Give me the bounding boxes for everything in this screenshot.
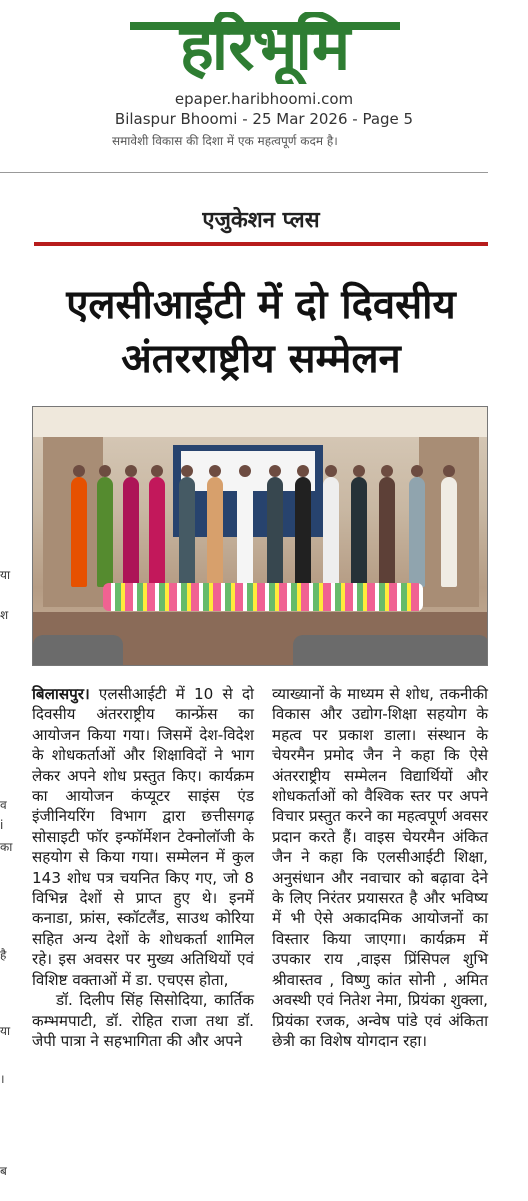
article-column-1 [32, 684, 254, 1051]
left-column-fragment: या [0, 568, 11, 582]
photo-person-head [381, 465, 393, 477]
photo-person [441, 477, 457, 587]
photo-ceiling [33, 407, 488, 437]
photo-person [123, 477, 139, 587]
photo-person-head [297, 465, 309, 477]
site-url[interactable]: epaper.haribhoomi.com [174, 90, 354, 108]
photo-person [323, 477, 339, 587]
section-rule [34, 242, 488, 246]
top-divider [0, 172, 488, 173]
left-column-fragment: । [0, 1072, 5, 1086]
article-text: एलसीआईटी में 10 से दो दिवसीय अंतरराष्ट्रीय कान्फ्रेंस का आयोजन किया गया। जिसमें देश-विदेश के शोधकर्ताओं और शिक्षाविदों ने भाग लेकर अपने शोध प्रस्तुत किए। कार्यक्रम का आयोजन कंप्यूटर साइंस एंड इंजीनियरिंग विभाग द्वारा छत्तीसगढ़ सोसाइटी फॉर इन्फॉर्मेशन टेक्नोलॉजी के सहयोग से किया गया। सम्मेलन में कुल 143 शोध पत्र चयनित किए गए, जो 8 विभिन्न देशों से प्राप्त हुए थे। इनमें कनाडा, फ्रांस, स्कॉटलैंड, साउथ कोरिया सहित अन्य देशों के शोधकर्ता शामिल रहे। इस अवसर पर मुख्य अतिथियों एवं विशिष्ट वक्ताओं में डा. एचएस होता, [32, 685, 254, 989]
photo-person [179, 477, 195, 587]
photo-person [351, 477, 367, 587]
photo-person [409, 477, 425, 587]
photo-person-head [99, 465, 111, 477]
photo-person-head [125, 465, 137, 477]
photo-person-head [209, 465, 221, 477]
left-column-fragment: या [0, 1024, 11, 1038]
photo-person [237, 477, 253, 587]
dateline: बिलासपुर। [32, 685, 90, 703]
photo-person [379, 477, 395, 587]
masthead [0, 0, 528, 132]
photo-person-head [353, 465, 365, 477]
photo-chair [293, 635, 488, 666]
photo-person-head [411, 465, 423, 477]
photo-chair [33, 635, 123, 666]
article-column-2 [272, 684, 488, 1051]
photo-flower-decoration [103, 583, 423, 611]
left-column-fragment: है [0, 948, 7, 962]
left-column-fragment: श [0, 608, 9, 622]
photo-person [97, 477, 113, 587]
article-headline [34, 278, 488, 386]
left-column-fragment: ब [0, 1164, 7, 1178]
photo-person-head [269, 465, 281, 477]
photo-person-head [239, 465, 251, 477]
article-paragraph [32, 684, 254, 990]
photo-person-head [443, 465, 455, 477]
article-paragraph: डॉ. दिलीप सिंह सिसोदिया, कार्तिक कम्भमपाटी, डॉ. रोहित राजा तथा डॉ. जेपी पात्रा ने सहभागिता की और अपने [32, 991, 254, 1050]
photo-person-head [325, 465, 337, 477]
photo-person [267, 477, 283, 587]
photo-person [149, 477, 165, 587]
conference-group-photo[interactable] [32, 406, 488, 666]
section-heading: एजुकेशन प्लस [202, 208, 320, 233]
photo-person [207, 477, 223, 587]
photo-person-head [181, 465, 193, 477]
left-column-fragment: का [0, 840, 13, 854]
article-paragraph: व्याख्यानों के माध्यम से शोध, तकनीकी विकास और उद्योग-शिक्षा सहयोग के महत्व पर प्रकाश डाला। संस्थान के चेयरमैन प्रमोद जैन ने कहा कि ऐसे अंतरराष्ट्रीय सम्मेलन विद्यार्थियों और शोधकर्ताओं को वैश्विक स्तर पर अपने विचार प्रस्तुत करने का महत्वपूर्ण अवसर प्रदान करते हैं। वाइस चेयरमैन अंकित जैन ने कहा कि एलसीआईटी शिक्षा, अनुसंधान और नवाचार को बढ़ावा देने के लिए निरंतर प्रयासरत है और भविष्य में भी ऐसे अकादमिक आयोजनों का विस्तार किया जाएगा। कार्यक्रम में उपकार राय ,वाइस प्रिंसिपल शुभि श्रीवास्तव , विष्णु कांत सोनी , अमित अवस्थी एवं नितेश नेमा, प्रियंका शुक्ला, प्रियंका रजक, अन्वेष पांडे एवं अंकिता छेत्री का विशेष योगदान रहा। [272, 685, 488, 1050]
photo-person [295, 477, 311, 587]
headline-line-2: अंतरराष्ट्रीय सम्मेलन [121, 336, 401, 382]
headline-line-1: एलसीआईटी में दो दिवसीय [66, 282, 456, 328]
previous-article-fragment: समावेशी विकास की दिशा में एक महत्वपूर्ण कदम है। [112, 134, 338, 148]
photo-person [71, 477, 87, 587]
photo-person-head [73, 465, 85, 477]
haribhoomi-logo[interactable]: हरिभूमि [179, 12, 349, 84]
left-column-fragment: i [0, 818, 4, 832]
left-column-fragment: व [0, 798, 7, 812]
photo-person-head [151, 465, 163, 477]
edition-info: Bilaspur Bhoomi - 25 Mar 2026 - Page 5 [114, 110, 414, 128]
